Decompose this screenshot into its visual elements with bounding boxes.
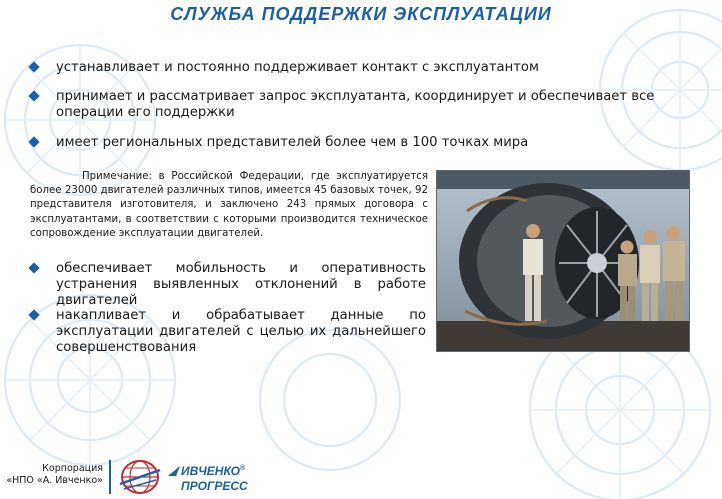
engine-photo-image — [437, 171, 689, 351]
diamond-bullet-icon — [28, 61, 39, 72]
bullet-text: принимает и рассматривает запрос эксплуатанта, координирует и обеспечивает все операции его поддержки — [56, 89, 655, 120]
bullet-text: имеет региональных представителей более чем в 100 точках мира — [56, 135, 529, 150]
bullet-item — [30, 308, 426, 356]
registered-mark: ® — [240, 465, 246, 472]
brand-name-line-1: ИВЧЕНКО® — [181, 464, 246, 478]
corporation-label — [3, 463, 103, 487]
brand-logo — [167, 462, 257, 494]
diamond-bullet-icon — [28, 262, 39, 273]
bullet-item — [30, 135, 710, 151]
brand-name-line-2: ПРОГРЕСС — [181, 479, 248, 493]
bullet-text: устанавливает и постоянно поддерживает контакт с эксплуатантом — [56, 60, 539, 75]
diamond-bullet-icon — [28, 136, 39, 147]
bullet-item — [30, 89, 710, 121]
bullet-item — [30, 60, 710, 76]
engine-photo — [436, 170, 690, 352]
bullet-text: накапливает и обрабатывает данные по эксплуатации двигателей с целью их дальнейшего совершенствования — [56, 308, 426, 355]
bullet-text: обеспечивает мобильность и оперативность устранения выявленных отклонений в работе двигателей — [56, 261, 426, 308]
corporation-line-1: Корпорация — [42, 463, 103, 474]
corporation-emblem-logo — [118, 458, 162, 496]
diamond-bullet-icon — [28, 90, 39, 101]
bullet-item — [30, 261, 426, 309]
wing-icon — [167, 464, 181, 478]
diamond-bullet-icon — [28, 309, 39, 320]
note-paragraph: Примечание: в Российской Федерации, где эксплуатируется более 23000 двигателей различных типов, имеется 45 базовых точек, 92 представителя изготовителя, и заключено 243 прямых договора с эксплуатантами, в соответствии с которыми производится техническое сопровождение эксплуатации двигателей. — [30, 171, 428, 239]
page-title: СЛУЖБА ПОДДЕРЖКИ ЭКСПЛУАТАЦИИ — [170, 4, 552, 24]
corporation-line-2: «НПО «А. Ивченко» — [6, 475, 103, 486]
footer-divider — [109, 460, 111, 494]
